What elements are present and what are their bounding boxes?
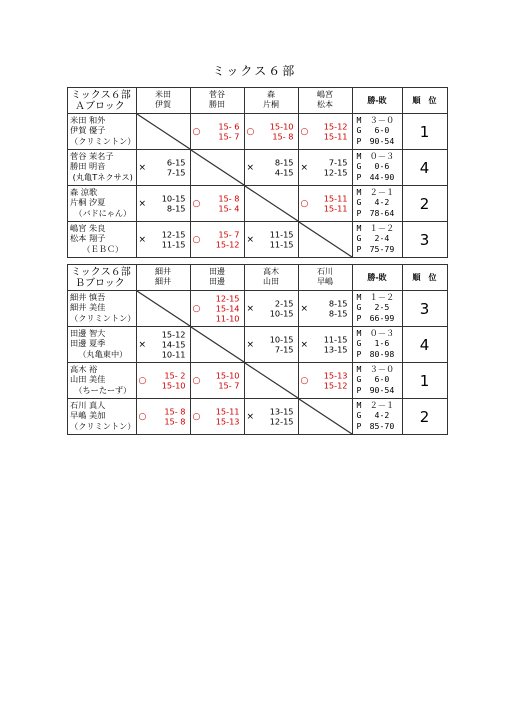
match-result-cell: [190, 291, 244, 327]
opponent-name: 高木: [263, 267, 280, 276]
match-result-cell: [298, 291, 352, 327]
loss-mark: ×: [300, 162, 309, 173]
match-result-cell: [190, 399, 244, 435]
win-mark: ○: [192, 411, 201, 422]
win-loss-record: M ２－１ G 4-2 P 85-70: [352, 399, 402, 435]
player-name: 片桐 汐夏: [70, 197, 106, 208]
block-title-line: ミックス６部: [71, 90, 131, 101]
game-scores: 10-15 7-15: [269, 334, 294, 355]
player-name: 菅谷 茉名子: [70, 151, 114, 161]
win-mark: ○: [192, 126, 201, 137]
player-name: 森 涼歌: [70, 187, 98, 197]
game-scores: 15-12 14-15 10-11: [161, 328, 186, 360]
game-scores: 15-10 15- 8: [269, 121, 294, 142]
loss-mark: ×: [246, 303, 255, 314]
opponent-name: 米田: [155, 90, 172, 99]
win-mark: ○: [192, 303, 201, 314]
team-rank: 4: [402, 327, 447, 363]
record-header: 勝-敗: [352, 265, 402, 291]
page-title: ミックス６部: [212, 64, 297, 78]
opponent-name: 山田: [263, 277, 280, 286]
player-name: 山田 美佳: [70, 374, 106, 385]
opponent-name: 嶋宮: [317, 90, 334, 99]
team-row: [68, 399, 448, 435]
record-header: 勝-敗: [352, 88, 402, 114]
opponent-name: 細井: [155, 267, 172, 276]
block-title-line: ミックス６部: [71, 267, 131, 278]
player-name: 伊賀 優子: [70, 125, 106, 136]
win-mark: ○: [246, 126, 255, 137]
team-rank: 2: [402, 399, 447, 435]
team-club: （ＥＢＣ）: [82, 243, 124, 254]
rank-header: 順 位: [402, 88, 447, 114]
opponent-name: 田邊: [209, 277, 226, 286]
game-scores: 15- 2 15-10: [161, 370, 186, 391]
match-result-cell: [244, 114, 298, 150]
team-club: (丸亀Tネクサス): [72, 171, 133, 182]
header-row: [68, 265, 448, 291]
game-scores: 15-12 15-11: [323, 121, 348, 142]
self-match-cell: [190, 150, 244, 186]
match-result-cell: [136, 327, 190, 363]
self-match-cell: [136, 291, 190, 327]
win-loss-record: M ０－３ G 1-6 P 80-98: [352, 327, 402, 363]
win-mark: ○: [192, 198, 201, 209]
block-title: [68, 88, 137, 114]
win-loss-record: M １－２ G 2-4 P 75-79: [352, 222, 402, 258]
win-mark: ○: [192, 375, 201, 386]
match-result-cell: [190, 222, 244, 258]
match-result-cell: [244, 291, 298, 327]
player-name: 勝田 明音: [70, 161, 106, 172]
match-result-cell: [298, 114, 352, 150]
win-mark: ○: [138, 411, 147, 422]
rank-header: 順 位: [402, 265, 447, 291]
team-row: [68, 222, 448, 258]
block-title-line: Ｂブロック: [75, 278, 125, 289]
header-row: [68, 88, 448, 114]
player-name: 高木 裕: [70, 364, 98, 374]
match-result-cell: [190, 114, 244, 150]
team-names: [68, 327, 137, 363]
match-result-cell: [244, 222, 298, 258]
game-scores: 11-15 11-15: [269, 229, 294, 250]
team-club: （クリミントン）: [70, 135, 136, 146]
loss-mark: ×: [138, 198, 147, 209]
self-match-cell: [298, 399, 352, 435]
game-scores: 15-13 15-12: [323, 370, 348, 391]
game-scores: 11-15 13-15: [323, 334, 348, 355]
team-club: （バドにゃん）: [74, 207, 132, 218]
team-row: [68, 327, 448, 363]
match-result-cell: [136, 186, 190, 222]
loss-mark: ×: [246, 234, 255, 245]
loss-mark: ×: [138, 339, 147, 350]
opponent-header: [298, 88, 352, 114]
match-result-cell: [244, 327, 298, 363]
game-scores: 12-15 11-15: [161, 229, 186, 250]
opponent-header: [136, 265, 190, 291]
match-result-cell: [136, 150, 190, 186]
team-rank: 3: [402, 291, 447, 327]
game-scores: 12-15 15-14 11-10: [215, 292, 240, 324]
win-mark: ○: [300, 375, 309, 386]
opponent-header: [244, 88, 298, 114]
opponent-name: 石川: [317, 267, 334, 276]
self-match-cell: [244, 363, 298, 399]
opponent-header: [244, 265, 298, 291]
team-rank: 2: [402, 186, 447, 222]
team-club: （ちーたーず）: [74, 384, 132, 395]
game-scores: 13-15 12-15: [269, 406, 294, 427]
match-result-cell: [136, 363, 190, 399]
game-scores: 2-15 10-15: [269, 298, 294, 319]
match-result-cell: [244, 150, 298, 186]
opponent-header: [190, 88, 244, 114]
team-names: [68, 150, 137, 186]
game-scores: 15- 8 15- 4: [218, 193, 240, 214]
opponent-name: 松本: [317, 100, 334, 109]
team-rank: 4: [402, 150, 447, 186]
opponent-header: [136, 88, 190, 114]
team-names: [68, 114, 137, 150]
opponent-name: 田邊: [209, 267, 226, 276]
opponent-name: 早嶋: [317, 277, 334, 286]
team-club: （丸亀東中）: [78, 348, 128, 359]
game-scores: 10-15 8-15: [161, 193, 186, 214]
block-title-line: Ａブロック: [75, 101, 125, 112]
win-mark: ○: [192, 234, 201, 245]
win-loss-record: M ３－０ G 6-0 P 90-54: [352, 114, 402, 150]
team-club: （クリミントン）: [70, 420, 136, 431]
match-result-cell: [190, 186, 244, 222]
game-scores: 7-15 12-15: [323, 157, 348, 178]
player-name: 松本 翔子: [70, 233, 106, 244]
player-name: 石川 真人: [70, 400, 106, 410]
game-scores: 15-10 15- 7: [215, 370, 240, 391]
player-name: 細井 慎吾: [70, 292, 106, 302]
self-match-cell: [136, 114, 190, 150]
loss-mark: ×: [246, 411, 255, 422]
team-row: [68, 291, 448, 327]
player-name: 田邊 智大: [70, 328, 106, 338]
self-match-cell: [244, 186, 298, 222]
loss-mark: ×: [138, 162, 147, 173]
opponent-name: 伊賀: [155, 100, 172, 109]
match-result-cell: [244, 399, 298, 435]
team-names: [68, 222, 137, 258]
win-loss-record: M ３－０ G 6-0 P 90-54: [352, 363, 402, 399]
game-scores: 15-11 15-11: [323, 193, 348, 214]
player-name: 細井 美佳: [70, 302, 106, 313]
player-name: 田邊 夏季: [70, 338, 106, 349]
player-name: 米田 和外: [70, 115, 106, 125]
self-match-cell: [298, 222, 352, 258]
game-scores: 15- 7 15-12: [215, 229, 240, 250]
match-result-cell: [190, 363, 244, 399]
opponent-header: [298, 265, 352, 291]
win-loss-record: M １－２ G 2-5 P 66-99: [352, 291, 402, 327]
player-name: 早嶋 美加: [70, 410, 106, 421]
win-loss-record: M ０－３ G 0-6 P 44-90: [352, 150, 402, 186]
game-scores: 6-15 7-15: [166, 157, 186, 178]
opponent-name: 片桐: [263, 100, 280, 109]
team-row: [68, 186, 448, 222]
game-scores: 15- 8 15- 8: [164, 406, 186, 427]
match-result-cell: [298, 327, 352, 363]
loss-mark: ×: [300, 303, 309, 314]
loss-mark: ×: [300, 339, 309, 350]
loss-mark: ×: [138, 234, 147, 245]
team-rank: 3: [402, 222, 447, 258]
team-rank: 1: [402, 363, 447, 399]
game-scores: 15- 6 15- 7: [218, 121, 240, 142]
win-mark: ○: [300, 126, 309, 137]
opponent-name: 菅谷: [209, 90, 226, 99]
opponent-name: 細井: [155, 277, 172, 286]
league-table-block-1: [67, 87, 448, 258]
game-scores: 15-11 15-13: [215, 406, 240, 427]
team-names: [68, 399, 137, 435]
loss-mark: ×: [246, 162, 255, 173]
loss-mark: ×: [246, 339, 255, 350]
team-row: [68, 150, 448, 186]
match-result-cell: [298, 186, 352, 222]
match-result-cell: [136, 222, 190, 258]
team-names: [68, 186, 137, 222]
match-result-cell: [298, 150, 352, 186]
team-names: [68, 363, 137, 399]
game-scores: 8-15 4-15: [274, 157, 294, 178]
team-rank: 1: [402, 114, 447, 150]
self-match-cell: [190, 327, 244, 363]
league-table-block-2: [67, 264, 448, 435]
opponent-header: [190, 265, 244, 291]
match-result-cell: [136, 399, 190, 435]
game-scores: 8-15 8-15: [328, 298, 348, 319]
block-title: [68, 265, 137, 291]
team-row: [68, 363, 448, 399]
player-name: 嶋宮 朱良: [70, 223, 106, 233]
win-loss-record: M ２－１ G 4-2 P 78-64: [352, 186, 402, 222]
team-row: [68, 114, 448, 150]
win-mark: ○: [300, 198, 309, 209]
team-names: [68, 291, 137, 327]
team-club: （クリミントン）: [70, 312, 136, 323]
match-result-cell: [298, 363, 352, 399]
opponent-name: 勝田: [209, 100, 226, 109]
win-mark: ○: [138, 375, 147, 386]
opponent-name: 森: [267, 90, 276, 99]
